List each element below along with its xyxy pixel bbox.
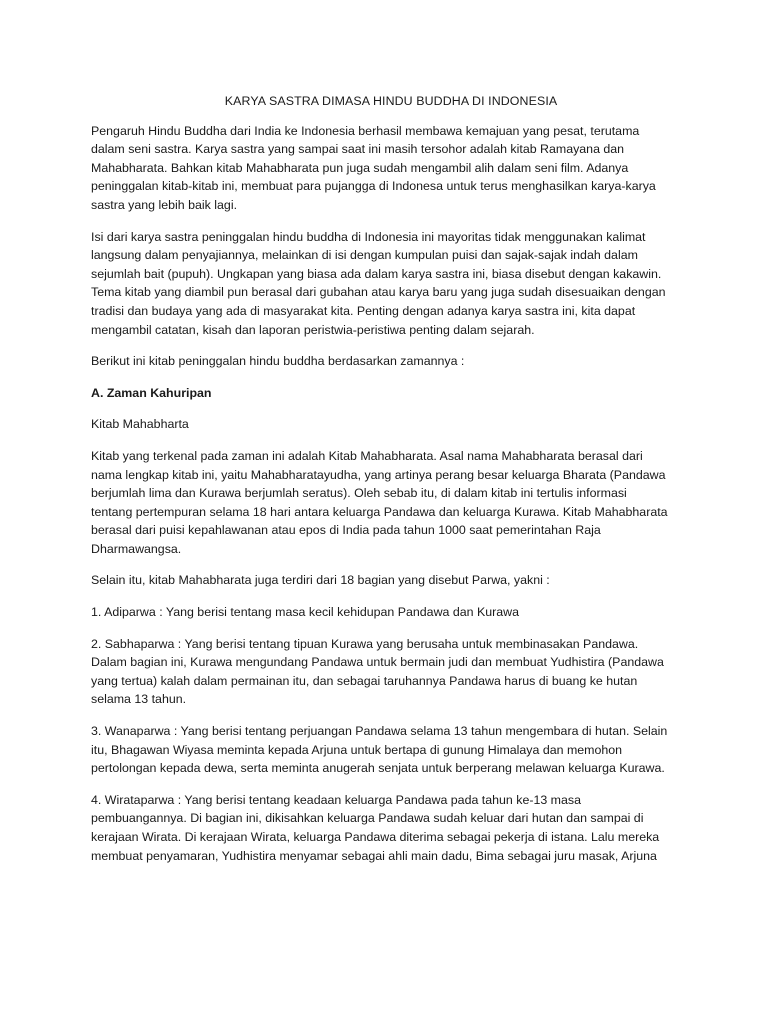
- text-line: dalam seni sastra. Karya sastra yang sampai saat ini masih tersohor adalah kitab Ramayana dan: [91, 142, 625, 157]
- paragraph: [91, 603, 691, 622]
- text-line: tradisi dan budaya yang ada di masyarakat kita. Penting dengan adanya karya sastra ini, kita dapat: [91, 303, 636, 318]
- text-line: Berikut ini kitab peninggalan hindu buddha berdasarkan zamannya :: [91, 354, 465, 369]
- paragraph: [91, 722, 691, 778]
- paragraph: [91, 415, 691, 434]
- text-line: Dharmawangsa.: [91, 541, 182, 556]
- text-line: 4. Wirataparwa : Yang berisi tentang keadaan keluarga Pandawa pada tahun ke-13 masa: [91, 792, 581, 807]
- text-line: kerajaan Wirata. Di kerajaan Wirata, keluarga Pandawa diterima sebagai pekerja di istana. Lalu mereka: [91, 830, 660, 844]
- text-line: yang tertua) kalah dalam permainan itu, dan sebagai taruhannya Pandawa harus di buang ke hutan: [91, 673, 638, 688]
- document-body: [91, 92, 691, 878]
- text-line: membuat penyamaran, Yudhistira menyamar sebagai ahli main dadu, Bima sebagai juru masak, Arjuna: [91, 848, 657, 863]
- text-line: Pengaruh Hindu Buddha dari India ke Indonesia berhasil membawa kemajuan yang pesat, terutama: [91, 123, 640, 138]
- text-line: berjumlah lima dan Kurawa berjumlah seratus). Oleh sebab itu, di dalam kitab ini tertulis informasi: [91, 486, 627, 501]
- paragraph: [91, 352, 691, 371]
- paragraph: [91, 791, 691, 865]
- text-line: A. Zaman Kahuripan: [91, 385, 212, 400]
- text-line: mengambil catatan, kisah dan laporan peristwia-peristiwa penting dalam sejarah.: [91, 322, 535, 337]
- text-line: Tema kitab yang diambil pun berasal dari gubahan atau karya baru yang juga sudah disesuaikan dengan: [91, 285, 666, 300]
- text-line: Kitab yang terkenal pada zaman ini adalah Kitab Mahabharata. Asal nama Mahabharata berasal dari: [91, 448, 643, 463]
- text-line: Isi dari karya sastra peninggalan hindu buddha di Indonesia ini mayoritas tidak menggunakan kalimat: [91, 229, 646, 244]
- text-line: tentang pertempuran selama 18 hari antara keluarga Pandawa dan keluarga Kurawa. Kitab Mahabharata: [91, 504, 668, 519]
- paragraph: [91, 228, 691, 340]
- text-line: 3. Wanaparwa : Yang berisi tentang perjuangan Pandawa selama 13 tahun mengembara di hutan. Selain: [91, 724, 668, 739]
- text-line: itu, Bhagawan Wiyasa meminta kepada Arjuna untuk bertapa di gunung Himalaya dan memohon: [91, 742, 623, 757]
- text-line: 2. Sabhaparwa : Yang berisi tentang tipuan Kurawa yang berusaha untuk membinasakan Pandawa.: [91, 636, 639, 651]
- text-line: langsung dalam penyajiannya, melainkan di isi dengan kumpulan puisi dan sajak-sajak indah dalam: [91, 248, 638, 263]
- text-line: Dalam bagian ini, Kurawa mengundang Pandawa untuk bermain judi dan membuat Yudhistira (Pandawa: [91, 655, 664, 670]
- paragraph: [91, 122, 691, 215]
- text-line: Selain itu, kitab Mahabharata juga terdiri dari 18 bagian yang disebut Parwa, yakni :: [91, 573, 550, 588]
- text-line: Kitab Mahabharta: [91, 417, 189, 432]
- text-line: pembuangannya. Di bagian ini, dikisahkan keluarga Pandawa sudah keluar dari hutan dan sampai di: [91, 811, 644, 826]
- text-line: sejumlah bait (pupuh). Ungkapan yang biasa ada dalam karya sastra ini, biasa disebut dengan kakawin.: [91, 266, 662, 281]
- text-line: pertolongan kepada dewa, serta meminta anugerah senjata untuk berperang melawan keluarga Kurawa.: [91, 761, 665, 776]
- paragraph: [91, 635, 691, 709]
- text-line: nama lengkap kitab ini, yaitu Mahabharatayudha, yang artinya perang besar keluarga Bharata (Pandawa: [91, 467, 666, 482]
- text-line: peninggalan kitab-kitab ini, membuat para pujangga di Indonesa untuk terus menghasilkan karya-karya: [91, 179, 656, 194]
- text-line: sastra yang lebih baik lagi.: [91, 197, 238, 212]
- section-heading: [91, 384, 691, 403]
- text-line: selama 13 tahun.: [91, 692, 187, 707]
- paragraph-list: [91, 122, 691, 866]
- text-line: Mahabharata. Bahkan kitab Mahabharata pun juga sudah mengambil alih dalam seni film. Adanya: [91, 160, 629, 175]
- document-title: KARYA SASTRA DIMASA HINDU BUDDHA DI INDONESIA: [224, 94, 558, 108]
- paragraph: [91, 571, 691, 590]
- text-line: 1. Adiparwa : Yang berisi tentang masa kecil kehidupan Pandawa dan Kurawa: [91, 605, 519, 620]
- paragraph: [91, 447, 691, 559]
- text-line: berasal dari puisi kepahlawanan atau epos di India pada tahun 1000 saat pemerintahan Raja: [91, 523, 601, 538]
